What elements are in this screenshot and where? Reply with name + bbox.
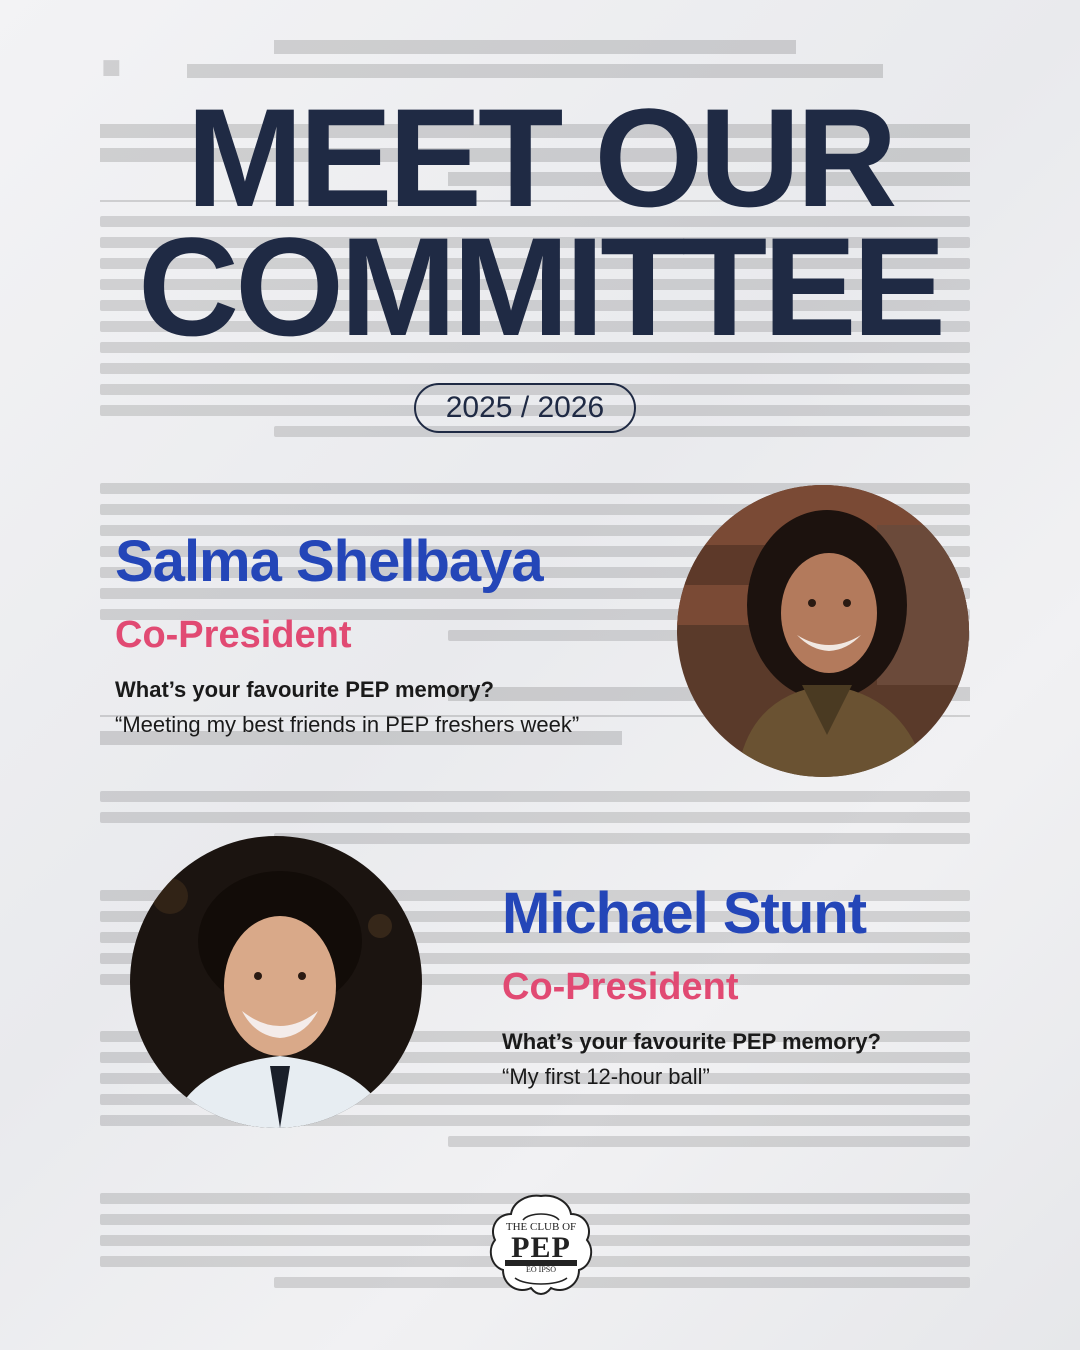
member-1-question: What’s your favourite PEP memory? [115,677,494,702]
member-2-photo [130,836,422,1128]
logo-text-club-of: THE CLUB OF [505,1221,577,1233]
year-badge: 2025 / 2026 [414,383,636,433]
member-1-answer: “Meeting my best friends in PEP freshers week” [115,712,580,737]
headline-line-2: COMMITTEE [138,208,942,365]
logo-text-motto: EO IPSO [525,1265,556,1274]
background-logo-mark: ▪ [100,31,123,102]
member-2-role: Co-President [502,966,739,1008]
member-1-role: Co-President [115,614,352,656]
member-1-name: Salma Shelbaya [115,529,543,594]
member-2-name: Michael Stunt [502,881,867,946]
logo-text-pep: PEP [511,1231,571,1264]
member-2-question: What’s your favourite PEP memory? [502,1029,881,1054]
club-logo [485,1190,597,1300]
member-1-photo [677,485,969,777]
member-2-answer: “My first 12-hour ball” [502,1064,710,1089]
headline-line-1: MEET OUR [186,79,894,236]
